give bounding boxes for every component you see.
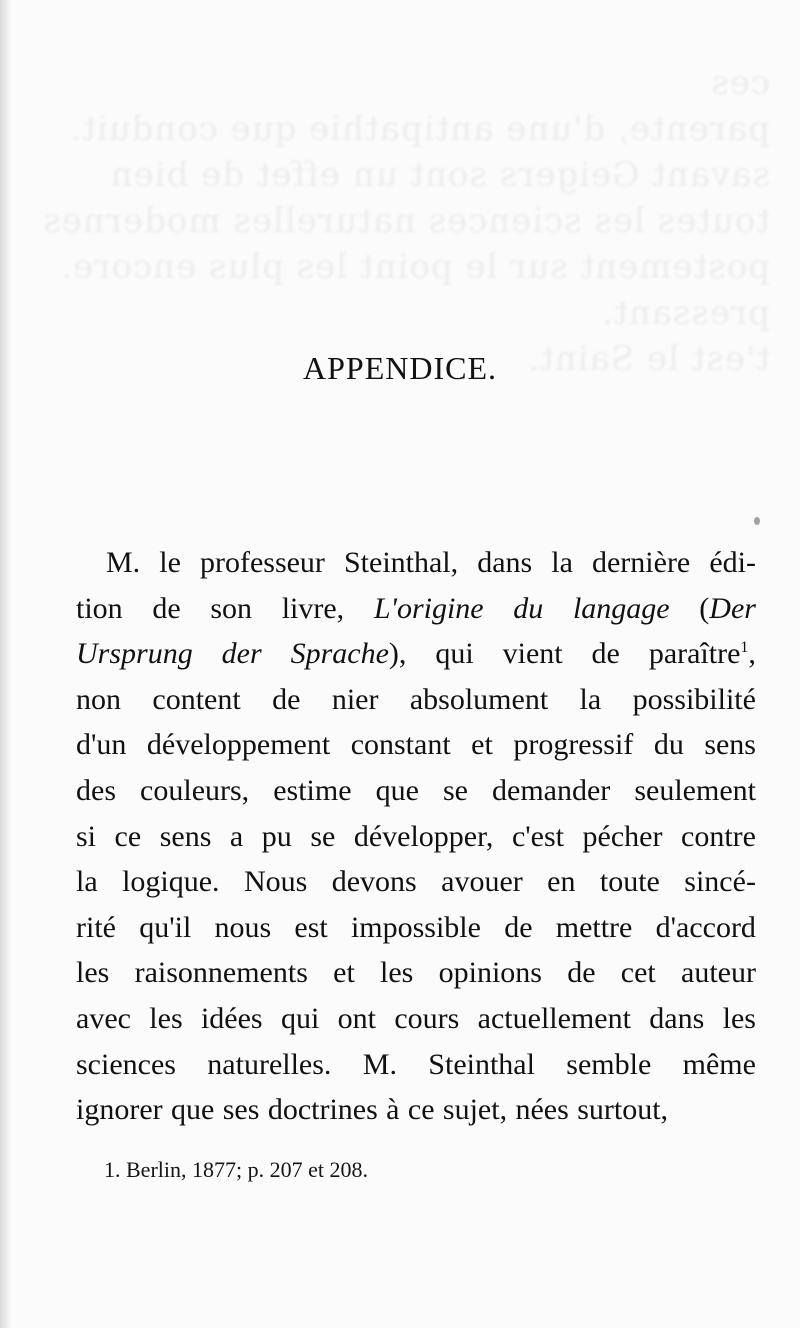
italic-text: langage xyxy=(572,591,670,625)
word: cours xyxy=(394,1001,460,1035)
word: semble xyxy=(566,1047,652,1081)
page-gutter-shadow xyxy=(0,0,12,1328)
word: avouer xyxy=(441,865,523,899)
word: pécher xyxy=(582,819,663,853)
paragraph-line xyxy=(76,1087,756,1133)
word: constant xyxy=(350,728,451,762)
word: progressif xyxy=(513,728,634,762)
word: de xyxy=(152,591,181,625)
word: de xyxy=(504,910,533,944)
word: Sprache), xyxy=(291,631,407,677)
word: toute xyxy=(599,865,660,899)
word: qui xyxy=(435,637,474,671)
word: développer, xyxy=(353,819,494,853)
bleed-through-text: ces parente, d'une antipathie que conduit. savant Geigers sont un effet de bien toutes les sciences naturelles modernes postement sur le point les plus encore. pressant. t'est le Saint. xyxy=(42,63,770,379)
word: de xyxy=(567,956,596,990)
word: et xyxy=(471,728,493,762)
paragraph-line xyxy=(76,677,756,723)
word: Steinthal, xyxy=(343,546,459,579)
word: ignorer xyxy=(76,1093,163,1127)
word xyxy=(76,631,193,677)
word: que xyxy=(171,1093,215,1127)
word: sens xyxy=(704,728,756,762)
word: se xyxy=(442,773,468,807)
paragraph-line xyxy=(76,586,756,632)
word xyxy=(513,586,543,632)
word: professeur xyxy=(199,546,325,579)
word: vient xyxy=(502,637,563,671)
paragraph-line xyxy=(76,1042,756,1088)
word: Nous xyxy=(243,865,308,899)
word: que xyxy=(375,773,419,807)
italic-text: Der xyxy=(709,591,756,625)
word: seulement xyxy=(634,773,756,807)
word: avec xyxy=(76,1001,131,1035)
word: dernière xyxy=(591,546,691,579)
word: ce xyxy=(114,819,142,853)
word: devons xyxy=(331,865,417,899)
word: édi- xyxy=(709,546,756,579)
word: se xyxy=(310,819,336,853)
word: auteur xyxy=(681,956,756,990)
word: si xyxy=(76,819,97,853)
word: non xyxy=(76,682,121,716)
footnote: 1. Berlin, 1877; p. 207 et 208. xyxy=(104,1157,368,1182)
word: c'est xyxy=(511,819,564,853)
word: sujet, xyxy=(442,1093,508,1127)
paragraph-line xyxy=(76,859,756,905)
word: et xyxy=(333,956,355,990)
word: ont xyxy=(337,1001,376,1035)
word: content xyxy=(152,682,241,716)
word: est xyxy=(294,910,328,944)
word: naturelles. xyxy=(207,1047,332,1081)
word: M. xyxy=(106,546,141,579)
word: développement xyxy=(146,728,331,762)
word: paraître$^1$, xyxy=(648,637,756,671)
word: sciences xyxy=(76,1047,176,1081)
word: contre xyxy=(681,819,756,853)
word: les xyxy=(380,956,414,990)
word: la xyxy=(76,865,98,899)
word: de xyxy=(272,682,301,716)
word: impossible xyxy=(350,910,481,944)
word: surtout, xyxy=(577,1093,669,1127)
italic-text: Ursprung xyxy=(76,637,193,671)
italic-text: du xyxy=(513,591,544,625)
word: nous xyxy=(214,910,272,944)
word: les xyxy=(76,956,110,990)
word: a xyxy=(229,819,244,853)
word: la xyxy=(551,546,573,579)
word: (Der xyxy=(699,586,756,632)
paragraph-line xyxy=(76,905,756,951)
word: qu'il xyxy=(139,910,192,944)
paragraph-line xyxy=(76,540,756,586)
word: ce xyxy=(407,1093,435,1127)
word: absolument xyxy=(409,682,549,716)
word: livre, xyxy=(281,591,345,625)
word: cet xyxy=(620,956,656,990)
word: actuellement xyxy=(477,1001,631,1035)
word: des xyxy=(76,773,116,807)
word: tion xyxy=(76,591,123,625)
word: du xyxy=(653,728,684,762)
word: nier xyxy=(331,682,379,716)
paragraph-line xyxy=(76,814,756,860)
word xyxy=(573,586,670,632)
word: Steinthal xyxy=(428,1047,535,1081)
word: d'un xyxy=(76,728,127,762)
paragraph-line xyxy=(76,996,756,1042)
italic-text: der xyxy=(221,637,262,671)
word: de xyxy=(591,637,620,671)
italic-text: Sprache xyxy=(290,637,389,671)
word: pu xyxy=(261,819,292,853)
paragraph-line xyxy=(76,722,756,768)
word: en xyxy=(547,865,576,899)
page-title: APPENDICE. xyxy=(302,350,497,386)
word: estime xyxy=(273,773,352,807)
word: à xyxy=(386,1093,400,1127)
word: logique. xyxy=(122,865,220,899)
word: raisonnements xyxy=(134,956,308,990)
word: dans xyxy=(477,546,533,579)
word: qui xyxy=(280,1001,320,1035)
word: d'accord xyxy=(655,910,756,944)
footnote-marker: 1 xyxy=(740,639,749,657)
word: ses xyxy=(222,1093,260,1127)
word: possibilité xyxy=(632,682,756,716)
word: couleurs, xyxy=(140,773,250,807)
paragraph-line xyxy=(76,950,756,996)
paragraph-line xyxy=(76,631,756,677)
body-paragraph xyxy=(76,540,756,1133)
word xyxy=(222,631,262,677)
word: sens xyxy=(159,819,212,853)
word: opinions xyxy=(438,956,542,990)
word: demander xyxy=(492,773,611,807)
word: dans xyxy=(649,1001,705,1035)
word: la xyxy=(579,682,602,716)
word: mettre xyxy=(555,910,633,944)
ink-speck xyxy=(754,517,760,525)
paragraph-line xyxy=(76,768,756,814)
word: les xyxy=(149,1001,183,1035)
word: les xyxy=(722,1001,756,1035)
word: M. xyxy=(362,1047,397,1081)
word: sincé- xyxy=(684,865,756,899)
word: son xyxy=(210,591,253,625)
word: rité xyxy=(76,910,116,944)
word: nées xyxy=(515,1093,569,1127)
italic-text: L'origine xyxy=(373,591,484,625)
word: même xyxy=(682,1047,756,1081)
word: le xyxy=(159,546,181,579)
word: doctrines xyxy=(267,1093,378,1127)
word xyxy=(374,586,484,632)
word: idées xyxy=(200,1001,263,1035)
